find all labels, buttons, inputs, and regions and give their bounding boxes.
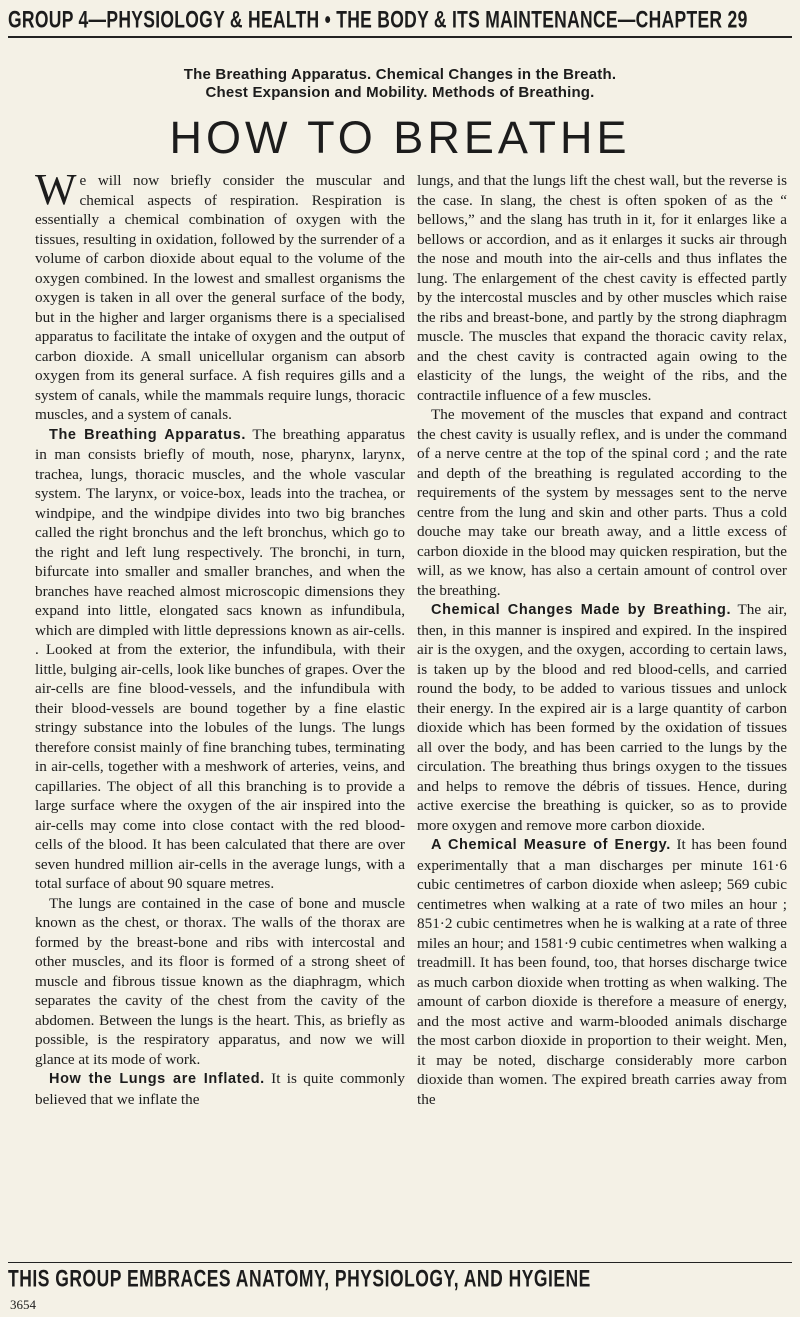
paragraph-chemical-measure [417,835,787,1109]
section-heading: Chemical Changes Made by Breathing. [431,602,732,618]
left-column [35,171,405,1266]
paragraph-muscle-movement [417,405,787,600]
subtitle-line-1: The Breathing Apparatus. Chemical Changes in the Breath. [183,66,617,83]
paragraph-lungs-inflated [35,1069,405,1109]
paragraph-text: lungs, and that the lungs lift the chest wall, but the reverse is the case. In slang, the chest is often spoken of as the “ bellows,” and the slang has truth in it, for it enlarges like a bellows or accordion, and as it enlarges it sucks air through the nose and mouth into the air-cells and thus inflates the lung. The enlargement of the chest cavity is effected partly by the intercostal muscles and by other muscles which raise the ribs and breast-bone, and partly by the strong diaphragm muscle. The muscles that expand the thoracic cavity relax, and the chest cavity is contracted again owing to the elasticity of the lungs, the weight of the ribs, and the contractile influence of a few muscles. [417,172,787,404]
drop-cap: W [35,171,77,214]
paragraph-text: The lungs are contained in the case of bone and muscle known as the chest, or thorax. The walls of the thorax are formed by the breast-bone and ribs with intercostal and other muscles, and its floor is formed of a strong sheet of muscle and fibrous tissue known as the diaphragm, which separates the cavity of the chest from the cavity of the abdomen. Between the lungs is the heart. This, as briefly as possible, is the respiratory apparatus, and now we will glance at its mode of work. [35,894,405,1068]
article-title: HOW TO BREATHE [169,112,631,163]
paragraph-lungs-thorax [35,894,405,1070]
paragraph-breathing-apparatus [35,425,405,894]
paragraph-text: It is quite commonly believed that we inflate the [35,1070,405,1108]
paragraph-text: It has been found experimentally that a man discharges per minute 161·6 cubic centimetres of carbon dioxide when asleep; 569 cubic centimetres when walking at a rate of two miles an hour ; 851·2 cubic centimetres when he is walking at a rate of three miles an hour; and 1581·9 cubic centimetres when walking a treadmill. It has been found, too, that horses discharge twice as much carbon dioxide when trotting as when walking. The amount of carbon dioxide is therefore a measure of energy, and the most active and warm-blooded animals discharge the most carbon dioxide in proportion to their weight. Men, it may be noted, discharge considerably more carbon dioxide than women. The expired breath carries away from the [417,836,787,1108]
paragraph-text: The breathing apparatus in man consists briefly of mouth, nose, pharynx, larynx, trachea, lungs, thoracic muscles, and the whole vascular system. The larynx, or voice-box, leads into the trachea, or windpipe, and the windpipe divides into two big branches called the right bronchus and the left bronchus, which go to the right and left lung respectively. The bronchi, in turn, bifurcate into smaller and smaller branches, and when the branches have reached almost microscopic dimensions they expand into little, elongated sacs known as infundibula, which are dimpled with little depressions known as air-cells. . Looked at from the exterior, the infundibula, with their little, bulging air-cells, look like bunches of grapes. Over the air-cells are fine blood-vessels, and the infundibula with their blood-vessels are bound together by a fine elastic stringy substance into the lobules of the lungs. The lungs therefore consist mainly of fine branching tubes, terminating in air-cells, together with a meshwork of arteries, veins, and capillaries. The object of all this branching is to provide a large surface where the oxygen of the air inspired into the air-cells may come into close contact with the red blood-cells of the blood. It has been calculated that there are over seven hundred million air-cells in the average lungs, with a total surface of about 90 square metres. [35,425,405,892]
header-rule [8,36,792,38]
paragraph-intro [35,171,405,425]
section-heading: A Chemical Measure of Energy. [431,837,671,853]
subtitle-line-2: Chest Expansion and Mobility. Methods of Breathing. [205,84,595,101]
paragraph-text: e will now briefly consider the muscular and chemical aspects of respiration. Respiration is essentially a chemical combination of oxygen with the tissues, resulting in oxidation, followed by the surrender of a volume of carbon dioxide about equal to the volume of the oxygen combined. In the lowest and smallest organisms the oxygen is taken in all over the general surface of the body, but in the higher and larger organisms there is a specialised apparatus to facilitate the intake of oxygen and the output of carbon dioxide. A small unicellular organism can absorb oxygen from its general surface. A fish requires gills and a system of canals, while the mammals require lungs, thoracic muscles, and a system of canals. [35,172,405,423]
running-head: GROUP 4—PHYSIOLOGY & HEALTH • THE BODY & ITS MAINTENANCE—CHAPTER 29 [8,6,748,33]
paragraph-text: The movement of the muscles that expand and contract the chest cavity is usually reflex, and is under the command of a nerve centre at the top of the spinal cord ; and the rate and depth of the breathing is regulated according to the requirements of the system by messages sent to the nerve centre from the lung and skin and other parts. Thus a cold douche may take our breath away, and a little excess of carbon dioxide in the blood may quicken respiration, but the will, as we know, has also a certain amount of control over the breathing. [417,406,787,599]
paragraph-chemical-changes [417,600,787,835]
paragraph-text: The air, then, in this manner is inspired and expired. In the inspired air is the oxygen, and the oxygen, according to certain laws, is taken up by the blood and red blood-cells, and carried round the body, to be added to various tissues and unlock their energy. In the expired air is a large quantity of carbon dioxide which has been formed by the oxidation of tissues all over the body, and has been carried to the lungs by the circulation. The breathing thus brings oxygen to the tissues and helps to remove the débris of tissues. Hence, during active exercise the breathing is quicker, so as to provide more oxygen and remove more carbon dioxide. [417,601,787,834]
section-heading: How the Lungs are Inflated. [49,1071,265,1087]
footer-rule [8,1262,792,1263]
section-heading: The Breathing Apparatus. [49,426,246,443]
right-column [417,171,787,1266]
paragraph-continued [417,171,787,405]
page-number: 3654 [10,1297,36,1312]
footer-banner: THIS GROUP EMBRACES ANATOMY, PHYSIOLOGY, AND HYGIENE [8,1265,591,1292]
